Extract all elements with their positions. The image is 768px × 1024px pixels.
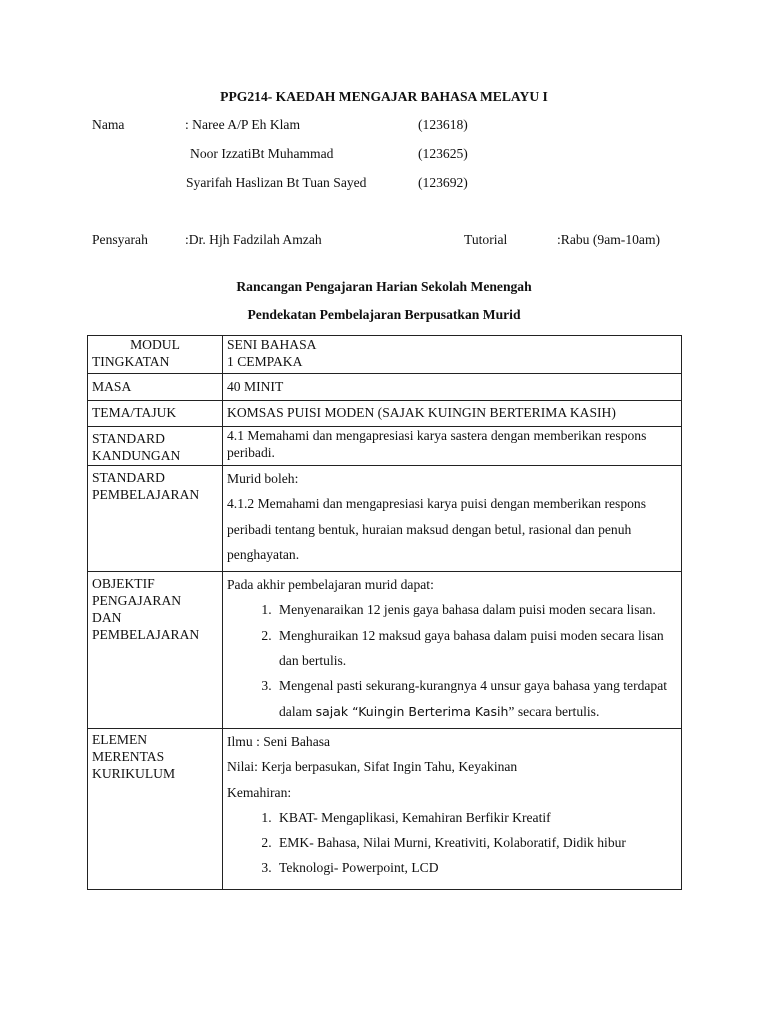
table-row (88, 572, 682, 729)
table-row (88, 374, 682, 401)
tingkatan-value: 1 CEMPAKA (227, 354, 303, 369)
emk-value-cell (223, 728, 682, 889)
member-id: (123618) (418, 117, 468, 132)
sp-label-line: PEMBELAJARAN (92, 487, 200, 502)
table-row (88, 336, 682, 374)
objektif-value-cell (223, 572, 682, 729)
list-item: 2. Menghuraikan 12 maksud gaya bahasa dalam puisi moden secara lisan dan bertulis. (275, 623, 681, 674)
subtitle-pendekatan: Pendekatan Pembelajaran Berpusatkan Murid (247, 307, 521, 322)
emk-kemahiran: Kemahiran: (227, 784, 292, 800)
standard-kandungan-value: 4.1 Memahami dan mengapresiasi karya sastera dengan memberikan respons peribadi. (223, 427, 682, 466)
obj-label-line: OBJEKTIF (92, 576, 155, 592)
table-row (88, 427, 682, 466)
sp-intro: Murid boleh: (227, 471, 299, 486)
member-name: Syarifah Haslizan Bt Tuan Sayed (186, 175, 367, 190)
obj-intro: Pada akhir pembelajaran murid dapat: (227, 577, 434, 593)
obj-item-tail: ” secara bertulis. (508, 703, 600, 719)
tutorial-value: :Rabu (9am-10am) (557, 232, 661, 247)
pensyarah-label: Pensyarah (92, 232, 148, 247)
modul-tingkatan-value-cell (223, 336, 682, 374)
standard-pembelajaran-value-cell (223, 466, 682, 572)
modul-tingkatan-label-cell (88, 336, 223, 374)
obj-label-line: DAN (92, 610, 122, 626)
emk-label-line: KURIKULUM (92, 765, 176, 781)
list-item: 3. Teknologi- Powerpoint, LCD (275, 855, 681, 880)
obj-label-line: PENGAJARAN (92, 593, 182, 609)
emk-ilmu: Ilmu : Seni Bahasa (227, 733, 331, 749)
nama-label: Nama (92, 117, 125, 132)
sajak-title: sajak “Kuingin Berterima Kasih (315, 703, 509, 719)
tema-value: KOMSAS PUISI MODEN (SAJAK KUINGIN BERTERIMA KASIH) (223, 401, 682, 427)
table-row (88, 466, 682, 572)
member-name: : Naree A/P Eh Klam (185, 117, 301, 132)
pensyarah-value: :Dr. Hjh Fadzilah Amzah (185, 232, 322, 247)
list-item (275, 673, 681, 724)
table-row (88, 401, 682, 427)
member-name: Noor IzzatiBt Muhammad (190, 146, 334, 161)
modul-value: SENI BAHASA (227, 337, 317, 352)
member-id: (123692) (418, 175, 468, 190)
sp-value: 4.1.2 Memahami dan mengapresiasi karya puisi dengan memberikan respons peribadi tentang bentuk, huraian maksud dengan betul, rasional dan penuh penghayatan. (227, 496, 647, 562)
sk-label-line: STANDARD (92, 431, 165, 446)
kemahiran-list (227, 805, 681, 881)
objective-list (227, 597, 681, 723)
masa-value: 40 MINIT (223, 374, 682, 401)
table-row (88, 728, 682, 889)
member-id: (123625) (418, 146, 468, 161)
emk-nilai: Nilai: Kerja berpasukan, Sifat Ingin Tahu, Keyakinan (227, 759, 518, 775)
standard-pembelajaran-label-cell (88, 466, 223, 572)
emk-label-cell (88, 728, 223, 889)
objektif-label-cell (88, 572, 223, 729)
tingkatan-label: TINGKATAN (92, 354, 170, 369)
standard-kandungan-label-cell (88, 427, 223, 466)
sp-label-line: STANDARD (92, 470, 165, 485)
tema-label: TEMA/TAJUK (88, 401, 223, 427)
document-title: PPG214- KAEDAH MENGAJAR BAHASA MELAYU I (220, 89, 548, 104)
obj-item-text: Mengenal pasti sekurang-kurangnya 4 unsur gaya bahasa yang terdapat dalam (279, 678, 668, 719)
subtitle-rph: Rancangan Pengajaran Harian Sekolah Menengah (236, 279, 532, 294)
masa-label: MASA (88, 374, 223, 401)
sk-label-line: KANDUNGAN (92, 448, 181, 463)
modul-label: MODUL (130, 337, 180, 352)
list-item: 1. Menyenaraikan 12 jenis gaya bahasa dalam puisi moden secara lisan. (275, 597, 681, 622)
obj-label-line: PEMBELAJARAN (92, 627, 200, 643)
emk-label-line: ELEMEN (92, 731, 148, 747)
list-item: 2. EMK- Bahasa, Nilai Murni, Kreativiti, Kolaboratif, Didik hibur (275, 830, 681, 855)
tutorial-label: Tutorial (464, 232, 508, 247)
lesson-plan-table (87, 335, 682, 890)
emk-label-line: MERENTAS (92, 748, 165, 764)
list-item: 1. KBAT- Mengaplikasi, Kemahiran Berfikir Kreatif (275, 805, 681, 830)
